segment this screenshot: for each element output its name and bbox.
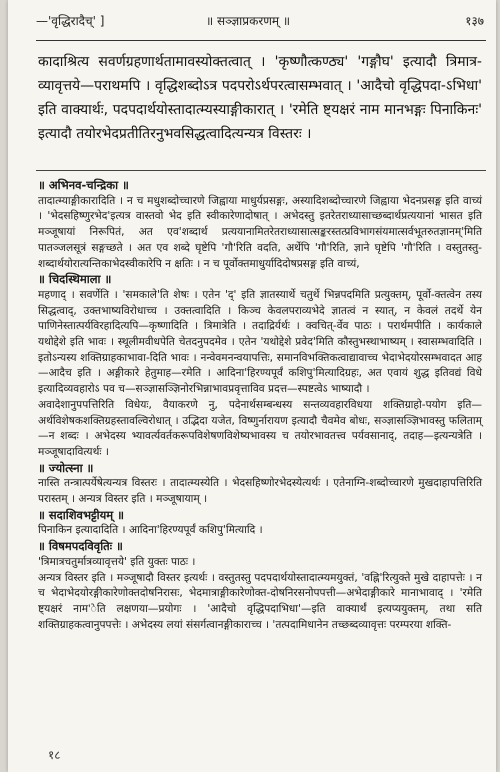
book-page (8, 0, 496, 772)
main-text-para: कादाश्रित्य सवर्णग्रहणार्थतामावस्योक्तत्वात् । 'कृष्णौत्कण्ठ्य' 'गङ्गौघ' इत्यादौ त्रिमात्र-व्यावृत्तये—पराथमपि । वृद्धिशब्दोऽत्र पदपरोऽर्थपरत्वासम्भवात् । 'आदैचो वृद्धिपदा-ऽभिधा' इति वाक्यार्थः, पदपदार्थयोस्तादात्म्यस्याङ्गीकारात् । 'रमेति ष्ट्यक्षरं नाम मानभङ्गः पिनाकिनः' इत्यादौ तयोरभेदप्रतीतिरनुभवसिद्धत्वादित्यन्यत्र विस्तरः । (38, 54, 482, 142)
main-text (38, 50, 482, 146)
commentary-paragraph: अवादेशानुपपत्तिरिति विधेयः, वैयाकरणे नु, पदेनार्थसम्बन्धस्य सन्तव्यवहारविधया शक्तिग्राहो-पयोग इति—अर्थविशेषकशक्तिग्रहस्तावल्विरोधात् । उद्भिदा यजेत, विष्णुर्नारायण इत्यादौ चैवमेव बोधः, सञ्ज्ञासञ्ज्ञिभावस्तु फलिताम्—न शब्दः । अभेदस्य भ्यावर्त्यवर्तकरूपविशेषणविशेष्यभावस्य च तयोरभावतत्त्व पर्यवसानाद्, तदाह—इत्यन्यत्रेति । मञ्जूषादावित्यर्थः । (38, 398, 482, 458)
commentary-paragraph: नास्ति तन्त्रात्पर्येषेत्यन्यत्र विस्तरः । तादात्म्यस्येति । भेदसहिष्णोरभेदस्येत्यर्थः । एतेनाग्नि-शब्दोच्चारणे मुखदाहापत्तिरिति परास्तम् । अन्यत्र विस्तर इति । मञ्जूषायाम् । (38, 477, 482, 506)
header-center: ॥ सञ्ज्ञाप्रकरणम् ॥ (206, 14, 291, 28)
commentary-heading: ॥ ज्योत्स्ना ॥ (38, 460, 94, 475)
running-header (36, 12, 486, 34)
commentary-heading: ॥ विषमपदविवृतिः ॥ (38, 539, 123, 554)
page-number: १३७ (465, 14, 484, 28)
commentary-heading: ॥ अभिनव-चन्द्रिका ॥ (38, 178, 129, 192)
commentary-paragraph: तादात्म्याङ्गीकारादिति । न च मधुशब्दोच्चारणे जिह्वाया माधुर्यप्रसङ्गः, अस्यादिशब्दोच्चारणे जिह्वाया भेदनप्रसङ्ग इति वाच्यं । 'भेदसहिष्णुरभेद'इत्यत्र वास्तवो भेद इति स्वीकारेणादोषात् । अभेदस्तु इतरेतराध्यासाच्छब्दार्थप्रत्ययानां भासत इति मञ्जूषायां निरूपितं, अत एव'शब्दार्थ प्रत्ययानामितरेतराध्यासात्सङ्करस्तत्प्रविभागसंयमात्सर्वभूतरुतज्ञानम्'मिति पातञ्जलसूत्रं सङ्गच्छते । अत एव शब्दे घृष्टेपि 'गौ'रिति वदति, अर्थेपि 'गौ'रिति, ज्ञाने घृष्टेपि 'गौ'रिति । वस्तुतस्तु-शब्दार्थयोरात्यन्तिकाभेदस्वीकारेपि न क्षतिः । न च पूर्वोक्तमाधुर्यादिदोषप्रसङ्ग इति वाच्यं, (38, 194, 482, 270)
commentary-heading: ॥ सदाशिवभट्टीयम् ॥ (38, 507, 125, 522)
commentary-paragraph: महणाद् । सवर्णेति । 'समकाले'ति शेषः । एतेन 'द्' इति ज्ञातस्यार्थे चतुर्थे भिन्नपदमिति प्रत्युक्तम्, पूर्वो-क्तत्वेन तस्य सिद्धत्वाद्, उक्तभाष्यविरोधाच्च । उक्तत्वादिति । किञ्च केवलपराव्यभेदे ज्ञातत्वं न स्यात्, न केवलं तदर्थे येन पाणिनेस्तात्पर्यविरहादित्यपि—कृष्णादिति । त्रिमात्रेति । तदाद्रिर्यर्थः । क्वचित्-र्वेव पाठः । परार्थमपीति । कार्यकाले यथोद्देशे इति भावः । स्थूलीमवीधपेति चेतदनुपदमेव । एतेन 'यथोद्देशे प्रवेद'मिति कौस्तुभस्थाभाष्यम् । स्वासम्भवादिति । इतोऽन्यस्य शक्तिग्राहकाभावा-दिति भावः । नन्वेवमनन्वयापत्तिः, समानविभक्तिकत्वाद्यावाच्च भेदाभेदयोरसम्भवादत आह—आदैच इति । अङ्गीकारे हेतुमाह—रमेति । आदिना'हिरण्यपूर्वं कशिपु'मित्यादिग्रहः, अत एवायं शुद्ध इतिवद्यं विधे इत्यादिव्यवहारोऽ पव च—सञ्ज्ञासञ्ज्ञिनोरभिन्नाभावप्रवृत्ताविव प्रदत्त—स्पष्टत्वेऽ भाष्यादौ । (38, 288, 482, 396)
commentary-paragraph: 'त्रिमात्रचतुर्मात्रव्यावृत्तये' इति युक्तः पाठः । (38, 555, 196, 568)
commentary-paragraph: पिनाकिन इत्यादादिति । आदिना'हिरण्यपूर्वं कशिपु'मित्यादि । (38, 524, 263, 537)
commentary-rule (36, 170, 486, 171)
commentary-heading: ॥ चिदस्थिमाला ॥ (38, 272, 112, 287)
header-left: —'वृद्धिरादैच्' ] (36, 14, 105, 28)
header-rule (36, 40, 486, 41)
footer-signature: १८ (48, 748, 61, 762)
commentary-block (38, 178, 482, 633)
commentary-paragraph: अन्यत्र विस्तर इति । मञ्जूषादौ विस्तर इत्यर्थः । वस्तुतस्तु पदपदार्थयोस्तादात्म्यमयुक्तं, 'वह्नि'रित्युक्ते मुखे दाहापत्तेः । न च भेदाभेदयोरङ्गीकारेणोक्तदोषनिरासः, भेदमात्राङ्गीकारेणोक्त-दोषनिरसनोपपत्ती—अभेदाङ्गीकारे मानाभावाद् । 'रमेति ष्ट्यक्षरं नाम'ेति लक्षणया—प्रयोगः । 'आदैचो वृद्धिपदाभिधा'—इति वाक्यार्थं इत्यप्ययुक्तम्, तथा सति शक्तिग्राहकत्वानुपपत्तेः । अभेदस्य लयां संसर्गत्वानङ्गीकाराच्च । 'तत्पदामिधानेन तच्छब्दव्यावृत्तः परम्परया शक्ति- (38, 571, 482, 631)
